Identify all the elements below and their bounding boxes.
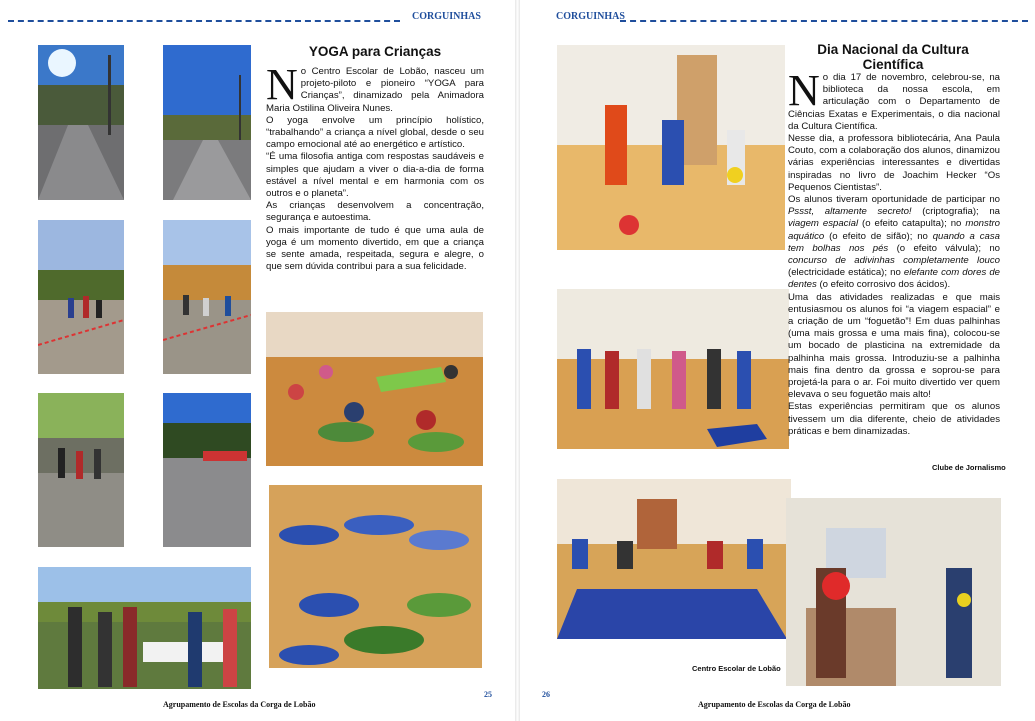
photo-road-sunrise bbox=[38, 45, 124, 200]
p3-text-6: (electricidade estática); no bbox=[788, 267, 904, 279]
p3-text-5: (o efeito válvula); no bbox=[888, 242, 1000, 254]
header-dashed-rule bbox=[620, 20, 1028, 22]
right-paragraph-4: Uma das atividades realizadas e que mais entusiasmou os alunos foi “a viagem espacial” e a criação de um “foguetão”! Em duas palhinhas (uma mais grossa e uma mais fina), colocou-se um bocado de plasticina na extremidade da palhinha mais grossa. Introduziu-se a palhinha mais fina dentro da grossa e soprou-se para projetá-la para o ar. Foi muito divertido ver quem elevava o seu foguetão mais alto! bbox=[788, 291, 1000, 401]
left-page bbox=[0, 0, 515, 721]
credit-clube-jornalismo: Clube de Jornalismo bbox=[932, 463, 1006, 472]
p3-text-3: (o efeito catapulta); no bbox=[858, 218, 966, 230]
p3-italic-2: viagem espacial bbox=[788, 218, 859, 230]
p3-text-7: (o efeito corrosivo dos ácidos). bbox=[816, 279, 951, 291]
photo-yoga-sitting bbox=[266, 312, 483, 466]
right-paragraph-3 bbox=[788, 194, 1000, 292]
left-article-body bbox=[266, 60, 484, 273]
left-dropcap: N bbox=[266, 60, 298, 109]
right-article-title: Dia Nacional da Cultura Científica bbox=[817, 42, 969, 72]
left-article-title: YOGA para Crianças bbox=[308, 44, 442, 59]
p3-italic-4: quando a casa tem bolhas nos pés bbox=[788, 230, 1000, 254]
header-title-left: CORGUINHAS bbox=[412, 11, 481, 22]
photo-rocket-experiment bbox=[786, 498, 1001, 686]
left-paragraph-3: “É uma filosofia antiga com respostas saudáveis e simples que ajudam a viver o dia-a-dia de forma estável a nível mental e em harmonia com os outros e o planeta”. bbox=[266, 151, 484, 200]
right-paragraph-1: o dia 17 de novembro, celebrou-se, na biblioteca da nossa escola, em articulação com o Departamento de Ciências Exatas e Experimentais, o dia nacional da Cultura Científica. bbox=[788, 72, 1000, 132]
left-page-number: 25 bbox=[484, 690, 492, 699]
photo-road-blue-sky bbox=[163, 45, 251, 200]
header-title-right: CORGUINHAS bbox=[556, 11, 625, 22]
left-paragraph-2: O yoga envolve um princípio holístico, “trabalhando” a criança a nível global, desde o seu campo emocional até ao energético e artístico. bbox=[266, 114, 484, 151]
credit-centro-escolar: Centro Escolar de Lobão bbox=[692, 664, 781, 673]
p3-italic-5: concurso de adivinhas completamente louco bbox=[788, 255, 1000, 267]
right-dropcap: N bbox=[788, 66, 820, 115]
photo-runners-2 bbox=[163, 220, 251, 374]
photo-yoga-standing bbox=[557, 289, 789, 449]
right-page-number: 26 bbox=[542, 690, 550, 699]
photo-runners-1 bbox=[38, 220, 124, 374]
left-paragraph-5: O mais importante de tudo é que uma aula de yoga é um momento divertido, em que a criança se sente amada, respeitada, segura e alegre, o que sem dúvida contribui para a sua felicidade. bbox=[266, 224, 484, 273]
right-page bbox=[520, 0, 1035, 721]
photo-kids-library-floor bbox=[557, 479, 791, 639]
photo-runners-3 bbox=[38, 393, 124, 547]
photo-yoga-lying bbox=[269, 485, 482, 668]
photo-parking-lot bbox=[163, 393, 251, 547]
p3-italic-1: Pssst, altamente secreto! bbox=[788, 206, 912, 218]
p3-italic-6: elefante com dores de dentes bbox=[788, 267, 1000, 291]
left-paragraph-4: As crianças desenvolvem a concentração, segurança e autoestima. bbox=[266, 200, 484, 224]
right-paragraph-5: Estas experiências permitiram que os alunos tivessem um dia diferente, cheio de atividades práticas e bem dinamizadas. bbox=[788, 401, 1000, 437]
photo-students-table bbox=[38, 567, 251, 689]
p3-text-4: (o efeito de sifão); no bbox=[824, 230, 933, 242]
right-article-body bbox=[788, 66, 1001, 438]
p3-text-2: (criptografia); na bbox=[911, 206, 1000, 218]
p3-italic-3: monstro aquático bbox=[788, 218, 1001, 242]
right-footer: Agrupamento de Escolas da Corga de Lobão bbox=[698, 700, 851, 709]
right-paragraph-2: Nesse dia, a professora bibliotecária, Ana Paula Couto, com a colaboração dos alunos, dinamizou várias experiências interessantes e divertidas inspiradas no livro de Joachim Hecker “Os Pequenos Cientistas”. bbox=[788, 133, 1000, 193]
photo-kids-balloons bbox=[557, 45, 785, 250]
p3-text-1: Os alunos tiveram oportunidade de participar no bbox=[788, 194, 1000, 206]
header-dashed-rule bbox=[8, 20, 400, 22]
left-paragraph-1: o Centro Escolar de Lobão, nasceu um projeto-piloto e pioneiro “YOGA para Crianças”, dinamizado pela Animadora Maria Ostilina Oliveira Nunes. bbox=[266, 66, 484, 114]
left-footer: Agrupamento de Escolas da Corga de Lobão bbox=[163, 700, 316, 709]
